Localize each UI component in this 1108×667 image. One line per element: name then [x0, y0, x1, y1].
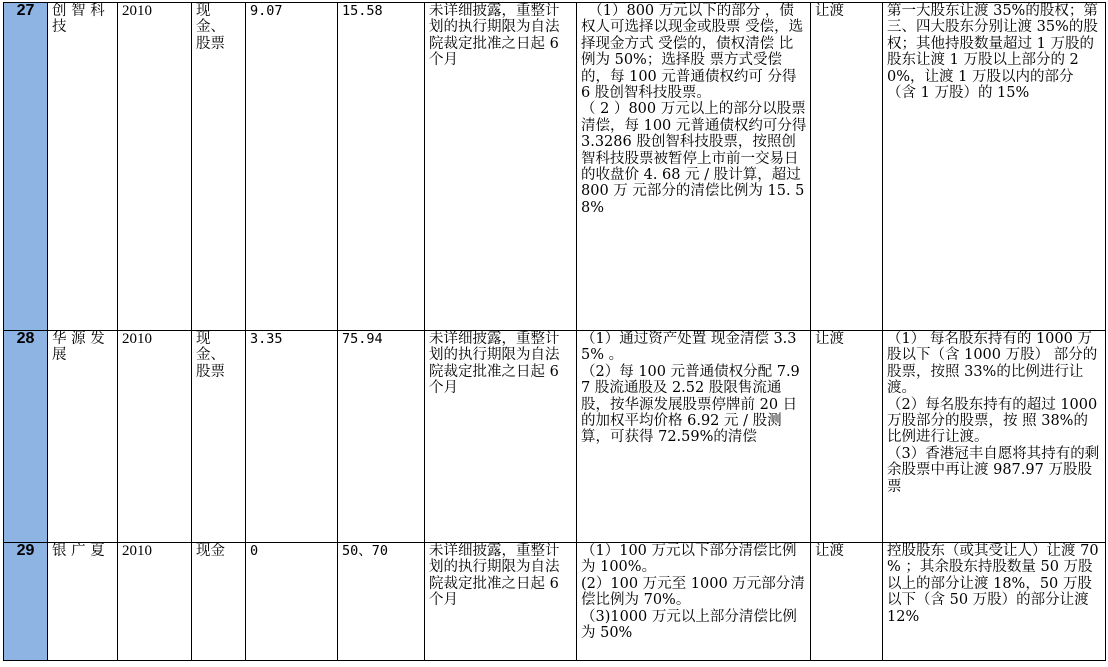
method-cell: 现金 [192, 543, 246, 661]
table-row [4, 543, 1106, 661]
common-rate-cell: 0 [246, 543, 338, 661]
company-cell: 银 广 夏 [48, 543, 118, 661]
table-row [4, 3, 1106, 331]
shareholder-paragraph: （3）香港冠丰自愿将其持有的剩余股票中再让渡 987.97 万股股票 [887, 445, 1100, 495]
shareholder-paragraph: （1） 每名股东持有的 1000 万股以下（含 1000 万股） 部分的股票，按照 33%的比例进行让渡。 [887, 331, 1098, 397]
plan-paragraph: （ 2 ）800 万元以上的部分以股票清偿，每 100 元普通债权约可分得 3.3286 股创智科技股票，按照创智科技股票被暂停上市前一交易日的收盘价 4. 68 元 / 股计算，超过 800 万 元部分的清偿比例为 15. 58% [581, 101, 807, 216]
table-row [4, 331, 1106, 543]
type-cell: 让渡 [811, 543, 883, 661]
method-cell: 现 金、 股票 [192, 331, 246, 543]
plan-paragraph: （1）800 万元以下的部分 ，债权人可选择以现金或股票 受偿，选择现金方式 受偿的，债权清偿 比例为 50%；选择股 票方式受偿的，每 100 元普通债权约可 分得 6 股创智科技股票。 [581, 3, 804, 102]
plan-cell [577, 3, 811, 331]
plan-paragraph: （1）通过资产处置 现金清偿 3.35% 。 [581, 331, 797, 364]
restructuring-table [3, 2, 1106, 661]
type-cell: 让渡 [811, 331, 883, 543]
plan-paragraph: （2）每 100 元普通债权分配 7.97 股流通股及 2.52 股限售流通股，按华源发展股票停牌前 20 日的加权平均价格 6.92 元 / 股测算，可获得 72.59%的清偿 [581, 363, 800, 446]
plan-cell [577, 331, 811, 543]
total-rate-cell: 75.94 [338, 331, 425, 543]
shareholder-paragraph: （2）每名股东持有的超过 1000 万股部分的股票，按 照 38%的比例进行让渡。 [887, 396, 1098, 446]
common-rate-cell: 9.07 [246, 3, 338, 331]
row-number: 29 [4, 543, 48, 661]
period-cell: 未详细披露，重整计划的执行期限为自法院裁定批准之日起 6 个月 [425, 331, 577, 543]
period-cell: 未详细披露，重整计划的执行期限为自法院裁定批准之日起 6 个月 [425, 543, 577, 661]
company-cell: 创 智 科技 [48, 3, 118, 331]
plan-paragraph: （3)1000 万元以上部分清偿比例为 50% [581, 608, 797, 642]
year-cell: 2010 [118, 331, 192, 543]
common-rate-cell: 3.35 [246, 331, 338, 543]
row-number: 27 [4, 3, 48, 331]
plan-cell [577, 543, 811, 661]
year-cell: 2010 [118, 3, 192, 331]
shareholder-cell [883, 331, 1106, 543]
company-cell: 华 源 发展 [48, 331, 118, 543]
total-rate-cell: 15.58 [338, 3, 425, 331]
plan-paragraph: （1）100 万元以下部分清偿比例为 100%。 [581, 543, 797, 576]
shareholder-paragraph: 第一大股东让渡 35%的股权；第三、四大股东分别让渡 35%的股权；其他持股数量超过 1 万股的股东让渡 1 万股以上部分的 20%，让渡 1 万股以内的部分（含 1 万股）的 15% [887, 3, 1098, 102]
shareholder-paragraph: 控股股东（或其受让人）让渡 70 % ；其余股东持股数量 50 万股以上的部分让渡 18%，50 万股以下（含 50 万股）的部分让渡 12% [887, 543, 1099, 625]
period-cell: 未详细披露，重整计划的执行期限为自法院裁定批准之日起 6 个月 [425, 3, 577, 331]
method-cell: 现 金、 股票 [192, 3, 246, 331]
plan-paragraph: (2）100 万元至 1000 万元部分清偿比例为 70%。 [581, 575, 805, 609]
year-cell: 2010 [118, 543, 192, 661]
total-rate-cell: 50、70 [338, 543, 425, 661]
shareholder-cell [883, 543, 1106, 661]
type-cell: 让渡 [811, 3, 883, 331]
shareholder-cell [883, 3, 1106, 331]
row-number: 28 [4, 331, 48, 543]
